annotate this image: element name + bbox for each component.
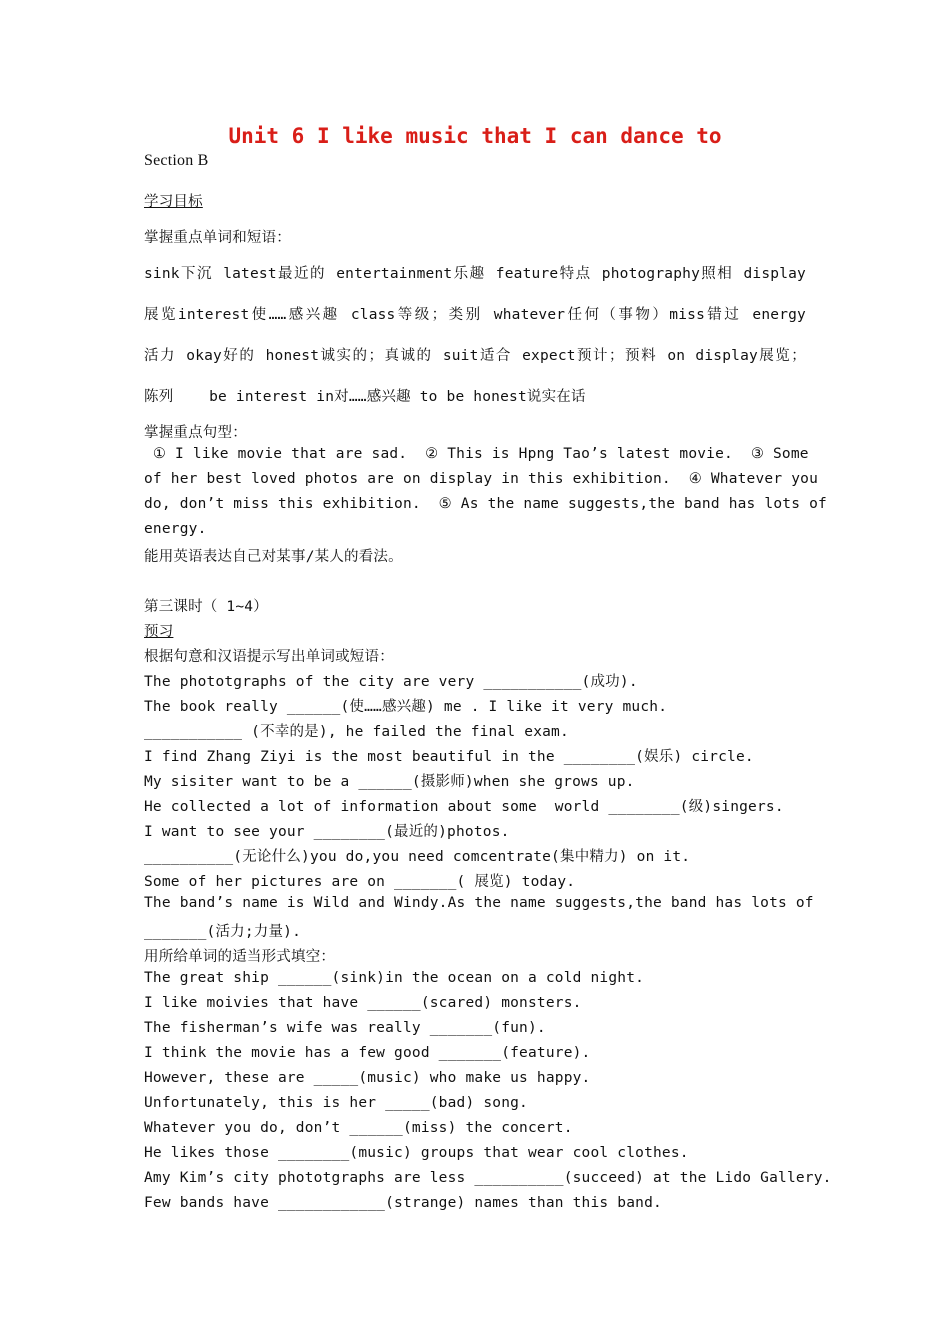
- exercise2-item: Few bands have ____________(strange) names than this band.: [144, 1195, 662, 1211]
- exercise1-item: He collected a lot of information about some world ________(级)singers.: [144, 799, 784, 815]
- exercise1-instruction: 根据句意和汉语提示写出单词或短语：: [144, 649, 394, 665]
- vocab-line: 展览interest使……感兴趣 class等级；类别 whatever任何（事物）miss错过 energy: [144, 307, 806, 323]
- exercise1-item: __________(无论什么)you do,you need comcentrate(集中精力) on it.: [144, 849, 691, 865]
- exercise1-item: The band’s name is Wild and Windy.As the name suggests,the band has lots of: [144, 895, 814, 911]
- exercise1-item: I find Zhang Ziyi is the most beautiful in the ________(娱乐) circle.: [144, 749, 754, 765]
- exercise1-item: _______(活力;力量).: [144, 924, 302, 940]
- unit-title: Unit 6 I like music that I can dance to: [228, 124, 722, 148]
- sentence-line: of her best loved photos are on display in this exhibition. ④ Whatever you: [144, 471, 818, 487]
- exercise1-item: I want to see your ________(最近的)photos.: [144, 824, 510, 840]
- exercise1-item: My sisiter want to be a ______(摄影师)when she grows up.: [144, 774, 635, 790]
- sentence-line: energy.: [144, 521, 207, 537]
- exercise2-item: Amy Kim’s city phototgraphs are less __________(succeed) at the Lido Gallery.: [144, 1170, 832, 1186]
- sentence-line: ① I like movie that are sad. ② This is Hpng Tao’s latest movie. ③ Some: [144, 446, 809, 462]
- lesson-heading: 第三课时（ 1~4）: [144, 599, 268, 615]
- exercise2-item: Unfortunately, this is her _____(bad) song.: [144, 1095, 528, 1111]
- preview-heading: 预习: [144, 624, 174, 640]
- exercise2-item: I like moivies that have ______(scared) monsters.: [144, 995, 582, 1011]
- sentence-heading: 掌握重点句型：: [144, 425, 247, 441]
- exercise2-item: The great ship ______(sink)in the ocean on a cold night.: [144, 970, 645, 986]
- exercise2-item: However, these are _____(music) who make us happy.: [144, 1070, 591, 1086]
- ability-goal: 能用英语表达自己对某事/某人的看法。: [144, 549, 403, 565]
- exercise2-instruction: 用所给单词的适当形式填空：: [144, 949, 336, 965]
- exercise1-item: The book really ______(使……感兴趣) me . I like it very much.: [144, 699, 668, 715]
- exercise2-item: Whatever you do, don’t ______(miss) the concert.: [144, 1120, 573, 1136]
- section-label: Section B: [144, 152, 209, 169]
- exercise2-item: The fisherman’s wife was really _______(fun).: [144, 1020, 546, 1036]
- vocab-line: sink下沉 latest最近的 entertainment乐趣 feature特点 photography照相 display: [144, 266, 806, 282]
- vocab-line: 陈列 be interest in对……感兴趣 to be honest说实在话: [144, 389, 586, 405]
- exercise1-item: The phototgraphs of the city are very ___________(成功).: [144, 674, 638, 690]
- exercise2-item: I think the movie has a few good _______(feature).: [144, 1045, 591, 1061]
- goals-heading: 学习目标: [144, 194, 203, 210]
- exercise2-item: He likes those ________(music) groups that wear cool clothes.: [144, 1145, 689, 1161]
- exercise1-item: Some of her pictures are on _______( 展览) today.: [144, 874, 576, 890]
- vocab-heading: 掌握重点单词和短语：: [144, 230, 291, 246]
- sentence-line: do, don’t miss this exhibition. ⑤ As the name suggests,the band has lots of: [144, 496, 827, 512]
- exercise1-item: ___________ (不幸的是), he failed the final exam.: [144, 724, 569, 740]
- vocab-line: 活力 okay好的 honest诚实的；真诚的 suit适合 expect预计；预料 on display展览；: [144, 348, 806, 364]
